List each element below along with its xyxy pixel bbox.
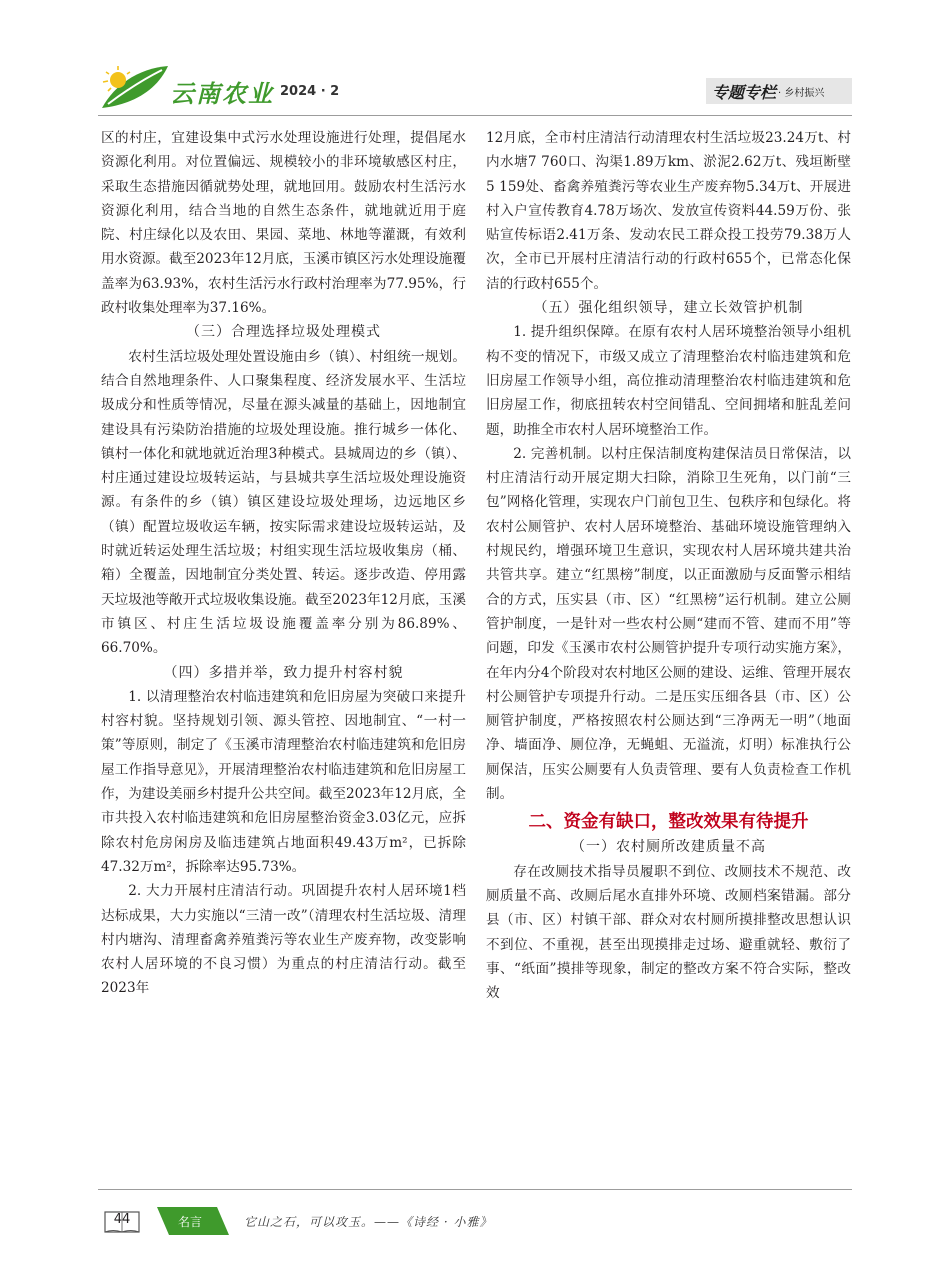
- paragraph: 1. 以清理整治农村临违建筑和危旧房屋为突破口来提升村容村貌。坚持规划引领、源头管控、因地制宜、“一村一策”等原则，制定了《玉溪市清理整治农村临违建筑和危旧房屋工作指导意见》，开展清理整治农村临违建筑和危旧房屋工作，为建设美丽乡村提升公共空间。截至2023年12月底，全市共投入农村临违建筑和危旧房屋整治资金3.03亿元，应拆除农村危房闲房及临违建筑占地面积49.43万m²，已拆除47.32万m²，拆除率达95.73%。: [101, 688, 466, 875]
- paragraph: 12月底，全市村庄清洁行动清理农村生活垃圾23.24万t、村内水塘7 760口、沟渠1.89万km、淤泥2.62万t、残垣断壁5 159处、畜禽养殖粪污等农业生产废弃物5.34万t、开展进村入户宣传教育4.78万场次、发放宣传资料44.59万份、张贴宣传标语2.41万条、发动农民工群众投工投劳79.38万人次，全市已开展村庄清洁行动的行政村655个，已常态化保洁的行政村655个。: [486, 130, 851, 292]
- quote-label: 名言: [178, 1215, 203, 1229]
- column-subtitle: · 乡村振兴: [778, 87, 825, 99]
- leaf-sun-logo-icon: [98, 62, 170, 110]
- paragraph: 2. 完善机制。以村庄保洁制度构建保洁员日常保洁，以村庄清洁行动开展定期大扫除，消除卫生死角，以门前“三包”网格化管理，实现农户门前包卫生、包秩序和包绿化。将农村公厕管护、农村人居环境整治、基础环境设施管理纳入村规民约，增强环境卫生意识，实现农村人居环境共建共治共管共享。建立“红黑榜”制度，以正面激励与反面警示相结合的方式，压实县（市、区）“红黑榜”运行机制。建立公厕管护制度，一是针对一些农村公厕“建而不管、建而不用”等问题，印发《玉溪市农村公厕管护提升专项行动实施方案》，在年内分4个阶段对农村地区公厕的建设、运维、管理开展农村公厕管护专项提升行动。二是压实压细各县（市、区）公厕管护制度，严格按照农村公厕达到“三净两无一明”（地面净、墙面净、厕位净，无蝇蛆、无溢流，灯明）标准执行公厕保洁，压实公厕要有人负责管理、要有人负责检查工作机制。: [486, 445, 851, 803]
- quote-text: 它山之石，可以攻玉。——《诗经 · 小雅》: [244, 1215, 493, 1229]
- right-column: [486, 126, 851, 1005]
- section-heading: （三）合理选择垃圾处理模式: [186, 324, 381, 341]
- section-heading: （四）多措并举，致力提升村容村貌: [163, 664, 404, 681]
- left-column: [101, 126, 466, 1001]
- paragraph: 存在改厕技术指导员履职不到位、改厕技术不规范、改厕质量不高、改厕后尾水直排外环境、改厕档案错漏。部分县（市、区）村镇干部、群众对农村厕所摸排整改思想认识不到位、不重视，甚至出现摸排走过场、避重就轻、敷衍了事、“纸面”摸排等现象，制定的整改方案不符合实际，整改效: [486, 863, 851, 1002]
- magazine-title: 云南农业: [170, 79, 274, 108]
- paragraph: 1. 提升组织保障。在原有农村人居环境整治领导小组机构不变的情况下，市级又成立了清理整治农村临违建筑和危旧房屋工作领导小组，高位推动清理整治农村临违建筑和危旧房屋工作，彻底扭转农村空间错乱、空间拥堵和脏乱差问题，助推全市农村人居环境整治工作。: [486, 324, 851, 438]
- page-header: [0, 0, 950, 120]
- column-title: 专题专栏: [712, 82, 777, 102]
- section-heading: （一）农村厕所改建质量不高: [571, 839, 766, 856]
- column-tag: [706, 78, 852, 104]
- page-number: 44: [113, 1212, 131, 1227]
- section-heading: （五）强化组织领导，建立长效管护机制: [533, 300, 804, 317]
- footer-divider: [98, 1189, 852, 1190]
- issue-number: 2024 · 2: [280, 84, 340, 99]
- header-divider: [98, 115, 852, 116]
- paragraph: 农村生活垃圾处理处置设施由乡（镇）、村组统一规划。结合自然地理条件、人口聚集程度、经济发展水平、生活垃圾成分和性质等情况，尽量在源头减量的基础上，因地制宜建设具有污染防治措施的垃圾处理设施。推行城乡一体化、镇村一体化和就地就近治理3种模式。县城周边的乡（镇）、村庄通过建设垃圾转运站，与县城共享生活垃圾处理设施资源。有条件的乡（镇）镇区建设垃圾处理场，边远地区乡（镇）配置垃圾收运车辆，按实际需求建设垃圾转运站，及时就近转运处理生活垃圾；村组实现生活垃圾收集房（桶、箱）全覆盖，因地制宜分类处置、转运。逐步改造、停用露天垃圾池等敞开式垃圾收集设施。截至2023年12月底，玉溪市镇区、村庄生活垃圾设施覆盖率分别为86.89%、66.70%。: [101, 348, 466, 657]
- paragraph: 区的村庄，宜建设集中式污水处理设施进行处理，提倡尾水资源化利用。对位置偏远、规模较小的非环境敏感区村庄，采取生态措施因循就势处理，就地回用。鼓励农村生活污水资源化利用，结合当地的自然生态条件，就地就近用于庭院、村庄绿化以及农田、果园、菜地、林地等灌溉，有效利用水资源。截至2023年12月底，玉溪市镇区污水处理设施覆盖率为63.93%，农村生活污水行政村治理率为77.95%，行政村收集处理率为37.16%。: [101, 130, 466, 317]
- paragraph: 2. 大力开展村庄清洁行动。巩固提升农村人居环境1档达标成果，大力实施以“三清一改”（清理农村生活垃圾、清理村内塘沟、清理畜禽养殖粪污等农业生产废弃物，改变影响农村人居环境的不良习惯）为重点的村庄清洁行动。截至2023年: [101, 883, 466, 997]
- chapter-heading: 二、资金有缺口，整改效果有待提升: [528, 812, 809, 833]
